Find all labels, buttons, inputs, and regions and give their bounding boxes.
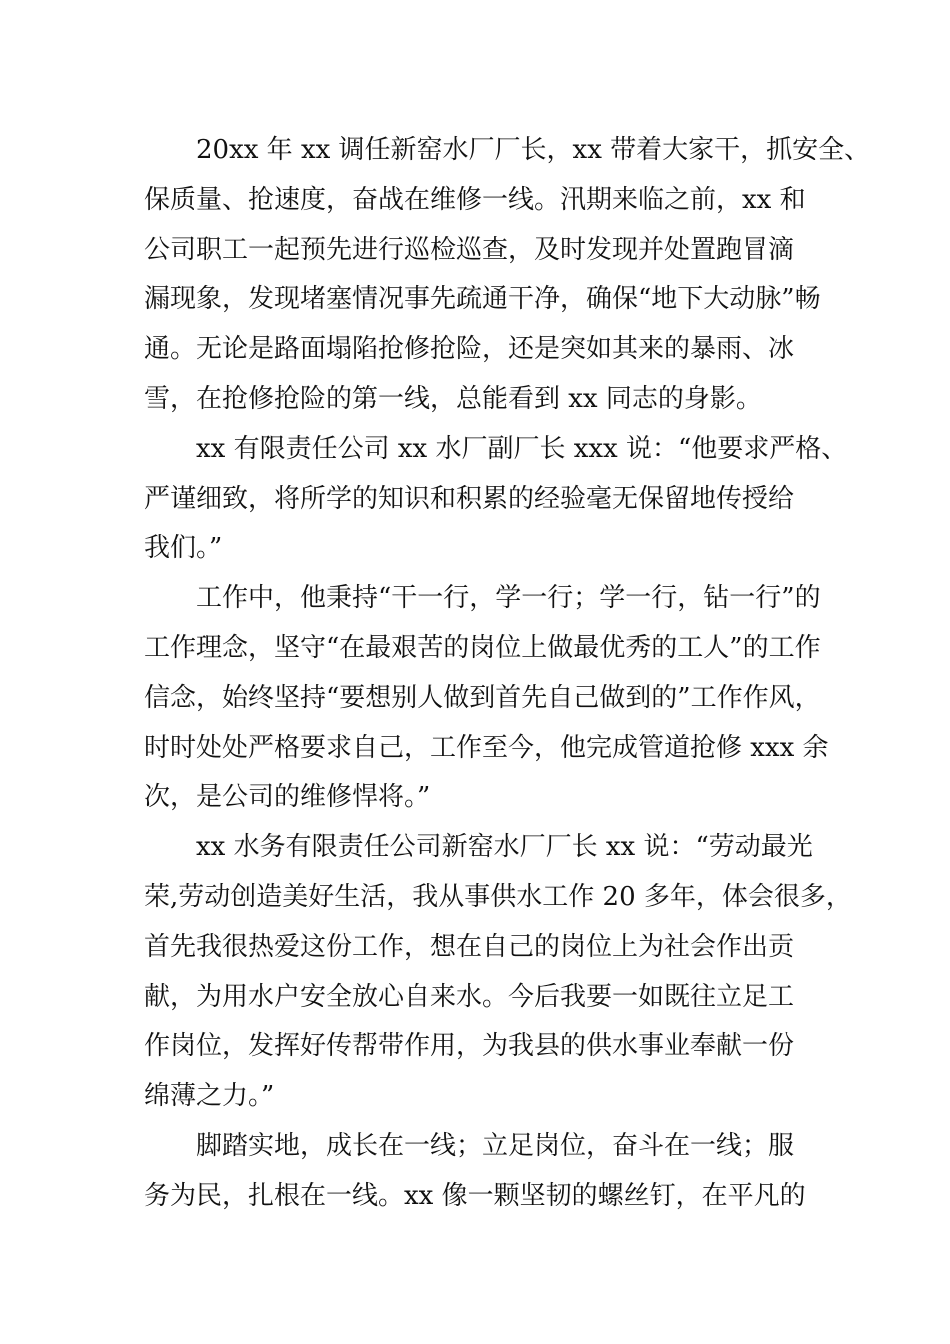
text-line: 次，是公司的维修悍将。”	[144, 782, 431, 813]
text-line: 献，为用水户安全放心自来水。今后我要一如既往立足工	[144, 981, 795, 1012]
text-line: 公司职工一起预先进行巡检巡查，及时发现并处置跑冒滴	[144, 234, 795, 265]
text-line: 工作理念，坚守“在最艰苦的岗位上做最优秀的工人”的工作	[144, 632, 821, 663]
text-line: 时时处处严格要求自己，工作至今，他完成管道抢修 xxx 余	[144, 732, 829, 763]
text-line: 脚踏实地，成长在一线；立足岗位，奋斗在一线；服	[196, 1130, 795, 1161]
text-line: 信念，始终坚持“要想别人做到首先自己做到的”工作作风，	[144, 682, 821, 713]
text-line: 我们。”	[144, 533, 223, 564]
text-line: xx 有限责任公司 xx 水厂副厂长 xxx 说：“他要求严格、	[196, 433, 848, 464]
paragraph-2	[144, 425, 848, 574]
text-line: 通。无论是路面塌陷抢修抢险，还是突如其来的暴雨、冰	[144, 334, 795, 365]
text-line: 雪，在抢修抢险的第一线，总能看到 xx 同志的身影。	[144, 383, 762, 414]
paragraph-5	[144, 1122, 834, 1222]
text-line: 首先我很热爱这份工作，想在自己的岗位上为社会作出贡	[144, 931, 795, 962]
text-line: 工作中，他秉持“干一行，学一行；学一行，钻一行”的	[196, 583, 821, 614]
text-line: 20xx 年 xx 调任新窑水厂厂长，xx 带着大家干，抓安全、	[196, 135, 871, 165]
text-line: 漏现象，发现堵塞情况事先疏通干净，确保“地下大动脉”畅	[144, 284, 821, 315]
paragraph-3	[144, 574, 834, 823]
paragraph-1	[144, 126, 871, 425]
text-line: xx 水务有限责任公司新窑水厂厂长 xx 说：“劳动最光	[196, 832, 813, 863]
text-line: 荣,劳动创造美好生活，我从事供水工作 20 多年，体会很多，	[144, 881, 852, 912]
paragraph-4	[144, 823, 852, 1122]
document-body	[144, 126, 871, 1222]
text-line: 严谨细致，将所学的知识和积累的经验毫无保留地传授给	[144, 483, 795, 514]
text-line: 保质量、抢速度，奋战在维修一线。汛期来临之前，xx 和	[144, 184, 806, 215]
text-line: 作岗位，发挥好传帮带作用，为我县的供水事业奉献一份	[144, 1031, 795, 1062]
text-line: 务为民，扎根在一线。xx 像一颗坚韧的螺丝钉，在平凡的	[144, 1180, 806, 1211]
text-line: 绵薄之力。”	[144, 1081, 275, 1112]
